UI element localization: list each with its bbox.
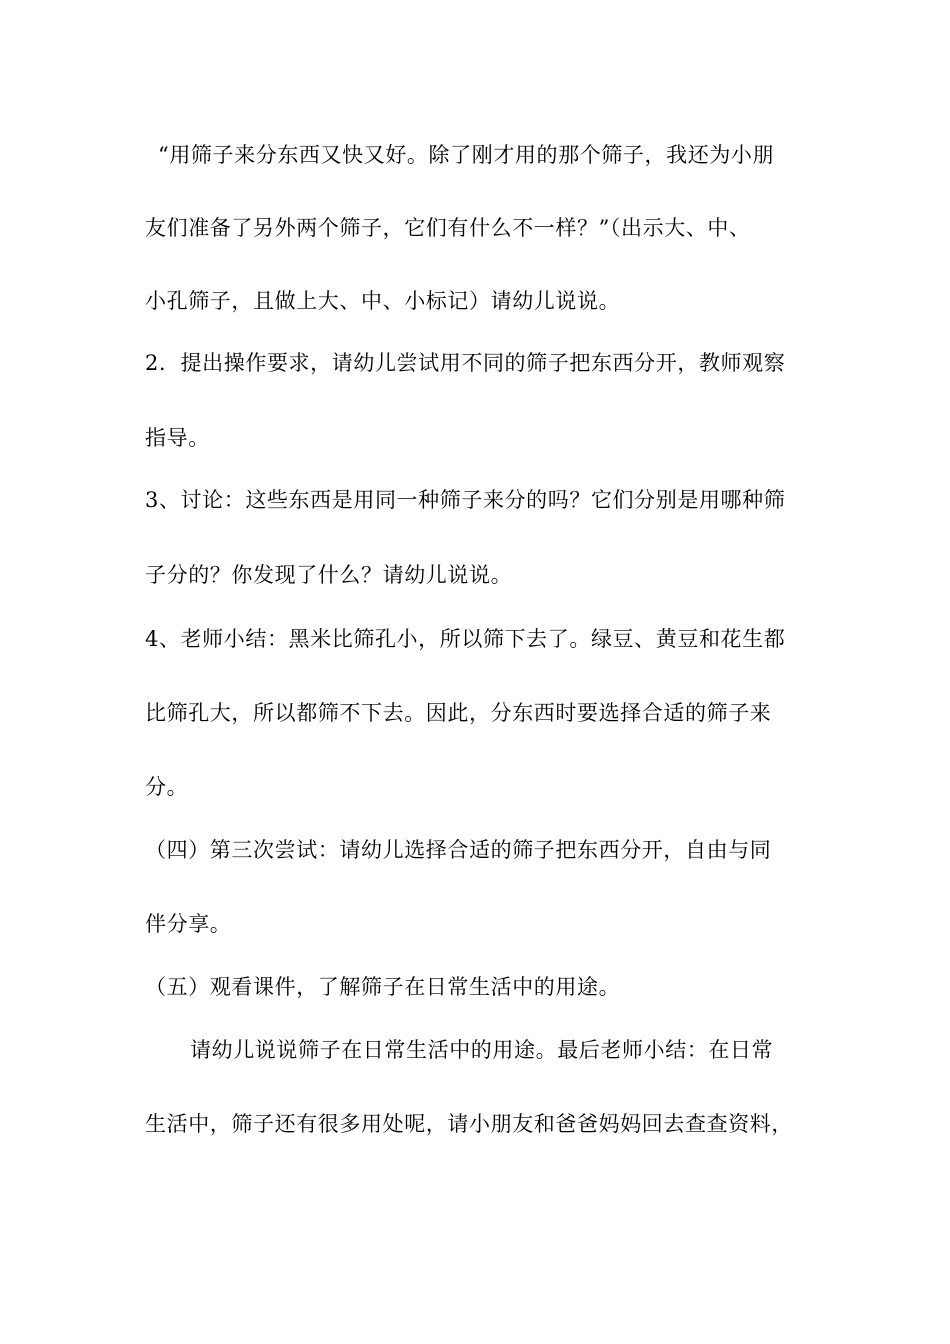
text-line-8: 4、老师小结：黑米比筛孔小，所以筛下去了。绿豆、黄豆和花生都 [145,627,786,651]
text-line-1: “用筛子来分东西又快又好。除了刚才用的那个筛子，我还为小朋 [158,143,775,167]
text-line-4: 2．提出操作要求，请幼儿尝试用不同的筛子把东西分开，教师观察 [145,351,786,375]
text-line-11: （四）第三次尝试：请幼儿选择合适的筛子把东西分开，自由与同 [145,838,772,862]
text-line-6: 3、讨论：这些东西是用同一种筛子来分的吗？它们分别是用哪种筛 [145,488,786,512]
text-line-9: 比筛孔大，所以都筛不下去。因此，分东西时要选择合适的筛子来 [145,701,772,725]
text-line-10: 分。 [145,775,189,799]
text-line-7: 子分的？你发现了什么？请幼儿说说。 [145,563,513,587]
text-line-15: 生活中，筛子还有很多用处呢，请小朋友和爸爸妈妈回去查查资料， [145,1112,793,1136]
text-line-3: 小孔筛子，且做上大、中、小标记）请幼儿说说。 [145,289,621,313]
text-line-14: 请幼儿说说筛子在日常生活中的用途。最后老师小结：在日常 [190,1038,774,1062]
text-line-13: （五）观看课件，了解筛子在日常生活中的用途。 [145,975,621,999]
text-line-12: 伴分享。 [145,912,232,936]
text-line-2: 友们准备了另外两个筛子，它们有什么不一样？”（出示大、中、 [145,216,751,240]
text-line-5: 指导。 [145,426,210,450]
